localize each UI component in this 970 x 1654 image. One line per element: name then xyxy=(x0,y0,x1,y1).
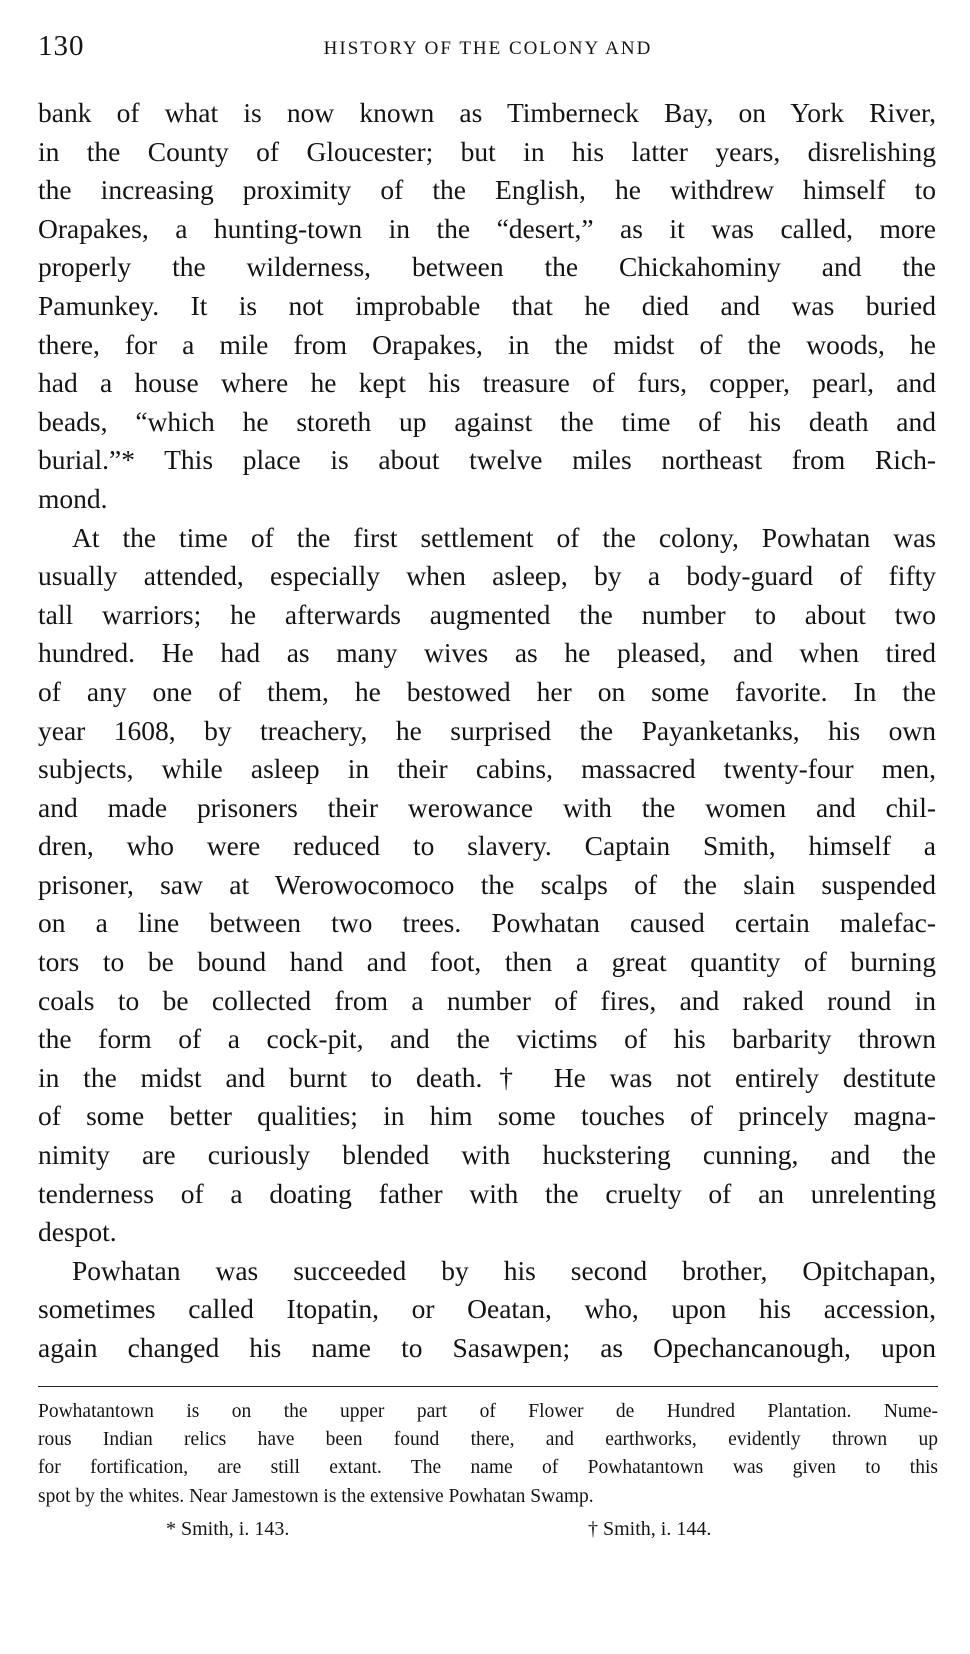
paragraph-start-line: At the time of the first settlement of the colony, Powhatan was xyxy=(72,521,936,553)
text-line: bank of what is now known as Timberneck Bay, on York River, xyxy=(38,97,936,128)
footnote-line: spot by the whites. Near Jamestown is the extensive Powhatan Swamp. xyxy=(38,1485,594,1507)
text-line: Pamunkey. It is not improbable that he died and was buried xyxy=(38,289,936,321)
footnotes xyxy=(38,1398,938,1511)
text-line: the increasing proximity of the English, he withdrew himself to xyxy=(38,174,936,206)
text-line: in the County of Gloucester; but in his latter years, disrelishing xyxy=(38,135,936,167)
text-line: nimity are curiously blended with huckstering cunning, and the xyxy=(38,1139,936,1171)
text-line: year 1608, by treachery, he surprised the Payanketanks, his own xyxy=(38,714,936,746)
footnote-rule xyxy=(38,1386,938,1387)
text-line: usually attended, especially when asleep, by a body-guard of fifty xyxy=(38,560,936,592)
footnote-line: Powhatantown is on the upper part of Flower de Hundred Plantation. Nume- xyxy=(38,1401,938,1422)
text-line: on a line between two trees. Powhatan caused certain malefac- xyxy=(38,907,936,939)
text-line: of some better qualities; in him some touches of princely magna- xyxy=(38,1100,936,1132)
text-line: and made prisoners their werowance with the women and chil- xyxy=(38,791,936,823)
text-line: mond. xyxy=(38,482,108,514)
footnote-ref-star: * Smith, i. 143. xyxy=(166,1518,290,1540)
text-line: again changed his name to Sasawpen; as Opechancanough, upon xyxy=(38,1332,936,1363)
text-line: properly the wilderness, between the Chickahominy and the xyxy=(38,251,936,283)
body-text xyxy=(38,94,936,1368)
text-line: tors to be bound hand and foot, then a great quantity of burning xyxy=(38,946,936,978)
text-line: burial.”* This place is about twelve miles northeast from Rich- xyxy=(38,444,936,476)
running-head: HISTORY OF THE COLONY AND xyxy=(323,38,653,59)
footnote-line: for fortification, are still extant. The name of Powhatantown was given to this xyxy=(38,1457,938,1479)
text-line: there, for a mile from Orapakes, in the midst of the woods, he xyxy=(38,328,936,360)
text-line: Orapakes, a hunting-town in the “desert,” as it was called, more xyxy=(38,212,936,244)
text-line: coals to be collected from a number of fires, and raked round in xyxy=(38,984,936,1016)
text-line: in the midst and burnt to death.† He was not entirely destitute xyxy=(38,1061,936,1093)
text-line: beads, “which he storeth up against the time of his death and xyxy=(38,405,936,437)
footnote-ref-dagger: † Smith, i. 144. xyxy=(588,1518,712,1540)
text-line: dren, who were reduced to slavery. Captain Smith, himself a xyxy=(38,830,936,862)
text-line: subjects, while asleep in their cabins, massacred twenty-four men, xyxy=(38,753,936,785)
paragraph-start-line: Powhatan was succeeded by his second brother, Opitchapan, xyxy=(72,1254,936,1286)
footnote-line: rous Indian relics have been found there, and earthworks, evidently thrown up xyxy=(38,1429,938,1451)
text-line: prisoner, saw at Werowocomoco the scalps of the slain suspended xyxy=(38,868,936,900)
page-number: 130 xyxy=(38,30,85,62)
text-line: tall warriors; he afterwards augmented the number to about two xyxy=(38,598,936,630)
text-line: despot. xyxy=(38,1216,117,1248)
text-line: of any one of them, he bestowed her on some favorite. In the xyxy=(38,675,936,707)
page-header xyxy=(38,30,938,70)
text-line: had a house where he kept his treasure of furs, copper, pearl, and xyxy=(38,367,936,399)
text-line: the form of a cock-pit, and the victims of his barbarity thrown xyxy=(38,1023,936,1055)
text-line: sometimes called Itopatin, or Oeatan, who, upon his accession, xyxy=(38,1293,936,1325)
text-line: tenderness of a doating father with the cruelty of an unrelenting xyxy=(38,1177,936,1209)
footnote-references xyxy=(38,1518,938,1548)
text-line: hundred. He had as many wives as he pleased, and when tired xyxy=(38,637,936,669)
